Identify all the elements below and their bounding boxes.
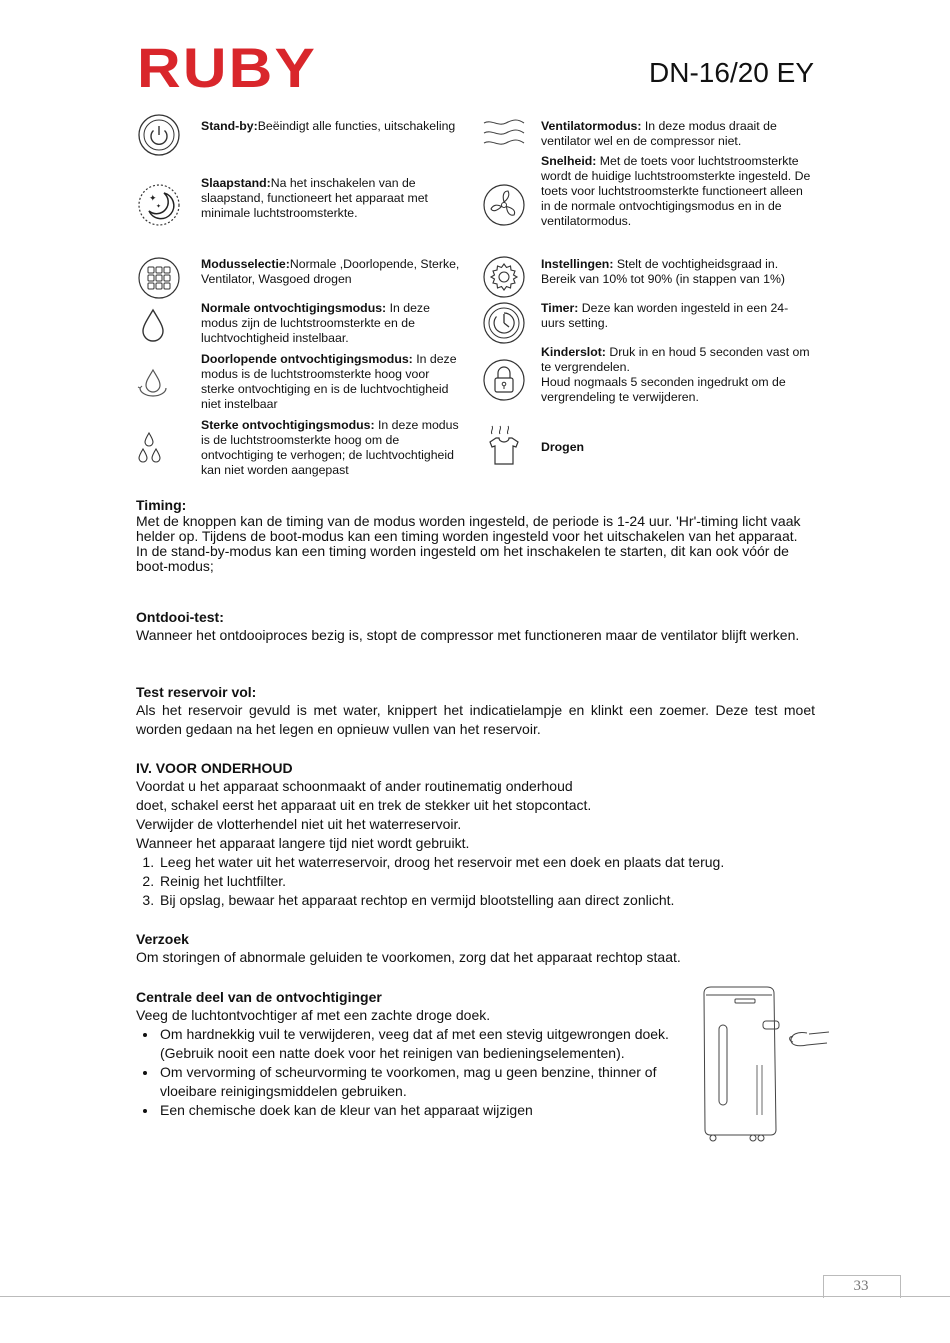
defrost-section [136,608,815,645]
model-number: DN-16/20 EY [649,57,814,88]
feature-title: Sterke ontvochtigingsmodus: [201,418,375,432]
maintenance-line: Verwijder de vlotterhendel niet uit het waterreservoir. [136,816,462,832]
feature-title: Modusselectie: [201,257,290,271]
wind-icon [482,113,526,157]
feature-title: Doorlopende ontvochtigingsmodus: [201,352,413,366]
maintenance-section [136,759,815,910]
feature-normal-mode [201,301,463,346]
list-item: • Om hardnekkig vuil te verwijderen, veeg dat af met een stevig uitgewrongen doek. (Gebruik nooit een natte doek voor het reinigen van bedieningselementen). [158,1025,687,1063]
footer-rule [0,1296,950,1297]
timing-paragraph: In de stand-by-modus kan een timing worden ingesteld om het inschakelen te starten, dit kan ook vóór de boot-modus; [136,543,789,574]
request-section [136,930,815,967]
central-heading: Centrale deel van de ontvochtiginger [136,989,382,1005]
feature-speed [541,154,811,229]
feature-fan-mode [541,119,811,149]
page-number: 33 [853,1278,869,1294]
list-item: • Een chemische doek kan de kleur van het apparaat wijzigen [158,1101,687,1120]
feature-text: Na het inschakelen van de slaapstand, functioneert het apparaat met minimale luchtstroomsterkte. [201,176,428,220]
list-item: • Om vervorming of scheurvorming te voorkomen, mag u geen benzine, thinner of vloeibare reinigingsmiddelen gebruiken. [158,1063,687,1101]
power-icon [137,113,181,157]
feature-mode-select [201,257,463,287]
central-section [136,988,687,1120]
tank-section [136,683,815,739]
moon-stars-icon [137,183,181,227]
feature-sleep [201,176,463,221]
maintenance-line: doet, schakel eerst het apparaat uit en trek de stekker uit het stopcontact. [136,797,592,813]
maintenance-line: Voordat u het apparaat schoonmaakt of ander routinematig onderhoud [136,778,573,794]
tank-text: Als het reservoir gevuld is met water, knippert het indicatielampje en klinkt een zoemer. Deze test moet worden gedaan na het legen en opnieuw vullen van het reservoir. [136,702,815,737]
feature-title: Instellingen: [541,257,614,271]
defrost-text: Wanneer het ontdooiproces bezig is, stopt de compressor met functioneren maar de ventilator blijft werken. [136,627,800,643]
feature-text: Deze kan worden ingesteld in een 24-uurs setting. [541,301,789,330]
feature-text: In deze modus zijn de luchtstroomsterkte en de luchtvochtigheid instelbaar. [201,301,430,345]
svg-text:✦: ✦ [149,194,157,204]
feature-title: Slaapstand: [201,176,271,190]
feature-strong-mode [201,418,463,478]
feature-title: Normale ontvochtigingsmodus: [201,301,387,315]
central-bullets [136,1025,687,1120]
feature-text: Druk in en houd 5 seconden vast om te vergrendelen. Houd nogmaals 5 seconden ingedrukt om de vergrendeling te verwijderen. [541,345,810,404]
feature-title: Ventilatormodus: [541,119,642,133]
maintenance-line: Wanneer het apparaat langere tijd niet wordt gebruikt. [136,835,470,851]
feature-text: Beëindigt alle functies, uitschakeling [257,119,456,133]
feature-settings [541,257,811,287]
request-heading: Verzoek [136,931,189,947]
list-item: 1. Leeg het water uit het waterreservoir, droog het reservoir met een doek en plaats dat terug. [158,853,815,872]
feature-text: In deze modus draait de ventilator wel en de compressor niet. [541,119,777,148]
dehumidifier-illustration [697,985,839,1145]
central-intro: Veeg de luchtontvochtiger af met een zachte droge doek. [136,1007,491,1023]
continuous-drop-icon [131,362,175,406]
feature-text: Met de toets voor luchtstroomsterkte wordt de huidige luchtstroomsterkte ingesteld. De toets voor luchtstroomsterkte functioneert alleen in de normale ontvochtigingsmodus en in de ventilatormodus. [541,154,811,228]
svg-text:✦: ✦ [156,203,162,210]
triple-drop-icon [131,425,175,469]
mode-grid-icon [137,256,181,300]
fan-icon [482,183,526,227]
feature-title: Stand-by: [201,119,258,133]
feature-title: Drogen [541,440,585,454]
feature-text: In deze modus is de luchtstroomsterkte hoog voor sterke ontvochtiging en is de luchtvochtigheid niet instelbaar [201,352,457,411]
list-item: 2. Reinig het luchtfilter. [158,872,815,891]
defrost-heading: Ontdooi-test: [136,609,224,625]
brand-logo: RUBY [137,36,318,99]
feature-text: In deze modus is de luchtstroomsterkte hoog om de ontvochtiging te verhogen; de luchtvochtigheid kan niet worden aangepast [201,418,459,477]
shirt-dry-icon [482,422,526,466]
maintenance-steps [136,853,815,910]
feature-text: Stelt de vochtigheidsgraad in. Bereik van 10% tot 90% (in stappen van 1%) [541,257,786,286]
lock-icon [482,358,526,402]
feature-standby [201,119,463,134]
timing-heading: Timing: [136,497,187,513]
drop-icon [131,302,175,346]
tank-heading: Test reservoir vol: [136,684,257,700]
maintenance-heading: IV. VOOR ONDERHOUD [136,760,293,776]
request-text: Om storingen of abnormale geluiden te voorkomen, zorg dat het apparaat rechtop staat. [136,949,681,965]
feature-title: Timer: [541,301,579,315]
feature-timer [541,301,811,331]
feature-text: Normale ,Doorlopende, Sterke, Ventilator, Wasgoed drogen [201,257,460,286]
feature-title: Kinderslot: [541,345,606,359]
feature-continuous-mode [201,352,463,412]
gear-icon [482,255,526,299]
timing-section [136,496,815,574]
timer-icon [482,301,526,345]
list-item: 3. Bij opslag, bewaar het apparaat rechtop en vermijd blootstelling aan direct zonlicht. [158,891,815,910]
feature-child-lock [541,345,811,405]
feature-drying [541,440,811,455]
feature-title: Snelheid: [541,154,597,168]
timing-paragraph: Met de knoppen kan de timing van de modus worden ingesteld, de periode is 1-24 uur. 'Hr'-timing licht vaak helder op. Tijdens de boot-modus kan een timing worden ingesteld voor het uitschakelen van het apparaat. [136,513,801,544]
